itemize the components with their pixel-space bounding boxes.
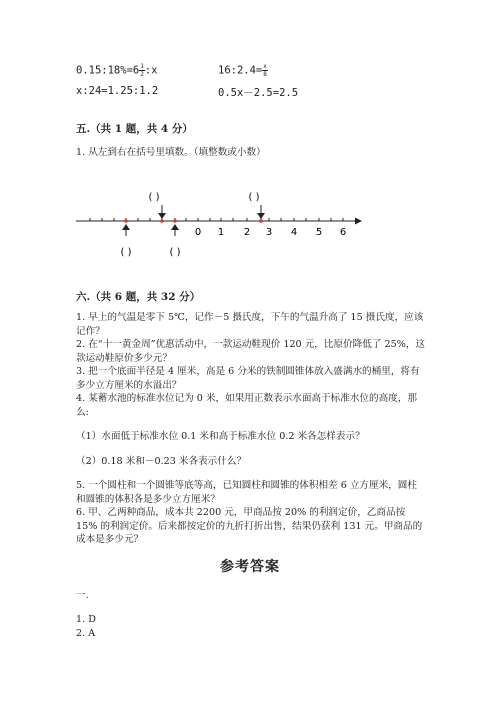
axis-arrow-icon — [355, 218, 362, 225]
section-6-question-2: 2. 在“十一黄金周”优惠活动中，一款运动鞋现价 120 元，比原价降低了 25%，这款运动鞋原价多少元？ — [76, 339, 426, 364]
answer-2: 2. A — [76, 628, 96, 639]
red-marker-2 — [160, 219, 164, 223]
tick-label-6: 6 — [339, 227, 347, 238]
tick-label-3: 3 — [265, 227, 273, 238]
bracket-top-2: ( ) — [248, 192, 260, 203]
tick-label-2: 2 — [243, 227, 251, 238]
section-6-question-4-sub-1: （1）水面低于标准水位 0.1 米和高于标准水位 0.2 米各怎样表示？ — [76, 431, 365, 442]
red-marker-4 — [259, 219, 263, 223]
section-6-question-4-sub-2: （2）0.18 米和－0.23 米各表示什么？ — [76, 456, 247, 467]
bracket-bottom-2: ( ) — [169, 247, 181, 258]
arrow-up-1-icon — [122, 224, 130, 230]
section-6-question-3: 3. 把一个底面半径是 4 厘米，高是 6 分米的铁制圆锥体放入盛满水的桶里，将有多少立方厘米的水溢出？ — [76, 366, 420, 391]
answer-1: 1. D — [76, 614, 96, 625]
answers-title: 参考答案 — [220, 559, 280, 575]
red-marker-1 — [124, 219, 128, 223]
equation-1-left: 0.15:18%=6 — [76, 64, 140, 77]
section-6-question-4: 4. 某蓄水池的标准水位记为 0 米，如果用正数表示水面高于标准水位的高度，那么: — [76, 393, 417, 418]
fraction-x-over-8: $\frac{x}{8}$ — [263, 63, 267, 78]
red-marker-3 — [173, 219, 177, 223]
equation-4: 0.5x－2.5=2.5 — [218, 87, 299, 99]
tick-label-0: 0 — [194, 227, 202, 238]
tick-label-1: 1 — [217, 227, 225, 238]
section-5-title: 五.（共 1 题，共 4 分） — [76, 123, 193, 135]
arrow-up-2-icon — [171, 224, 179, 230]
section-6-question-5: 5. 一个圆柱和一个圆锥等底等高，已知圆柱和圆锥的体积相差 6 立方厘米，圆柱和圆锥的体积各是多少立方厘米？ — [76, 480, 417, 505]
tick-label-5: 5 — [315, 227, 323, 238]
equation-1 — [76, 63, 158, 78]
equation-3: x:24=1.25:1.2 — [76, 85, 159, 97]
fraction-one-half: $\frac{1}{2}$ — [140, 63, 144, 78]
section-6-question-1: 1. 早上的气温是零下 5℃，记作－5 摄氏度，下午的气温升高了 15 摄氏度，应该记作？ — [76, 312, 424, 337]
section-5-question-1: 1. 从左到右在括号里填数。（填整数或小数） — [76, 147, 266, 158]
section-6-question-6: 6. 甲、乙两种商品，成本共 2200 元，甲商品按 20% 的利润定价，乙商品按 15% 的利润定价。后来都按定价的九折打折出售，结果仍获利 131 元。甲商品的成本是多少元？ — [76, 507, 423, 546]
equation-2-left: 16:2.4= — [218, 64, 263, 77]
answers-part-1: 一. — [76, 590, 89, 601]
bracket-bottom-1: ( ) — [120, 247, 132, 258]
tick-label-4: 4 — [290, 227, 298, 238]
bracket-top-1: ( ) — [148, 192, 160, 203]
equation-2 — [218, 63, 268, 78]
equation-1-right: :x — [144, 64, 158, 77]
section-6-title: 六.（共 6 题，共 32 分） — [76, 291, 201, 303]
number-line-figure — [70, 180, 370, 270]
